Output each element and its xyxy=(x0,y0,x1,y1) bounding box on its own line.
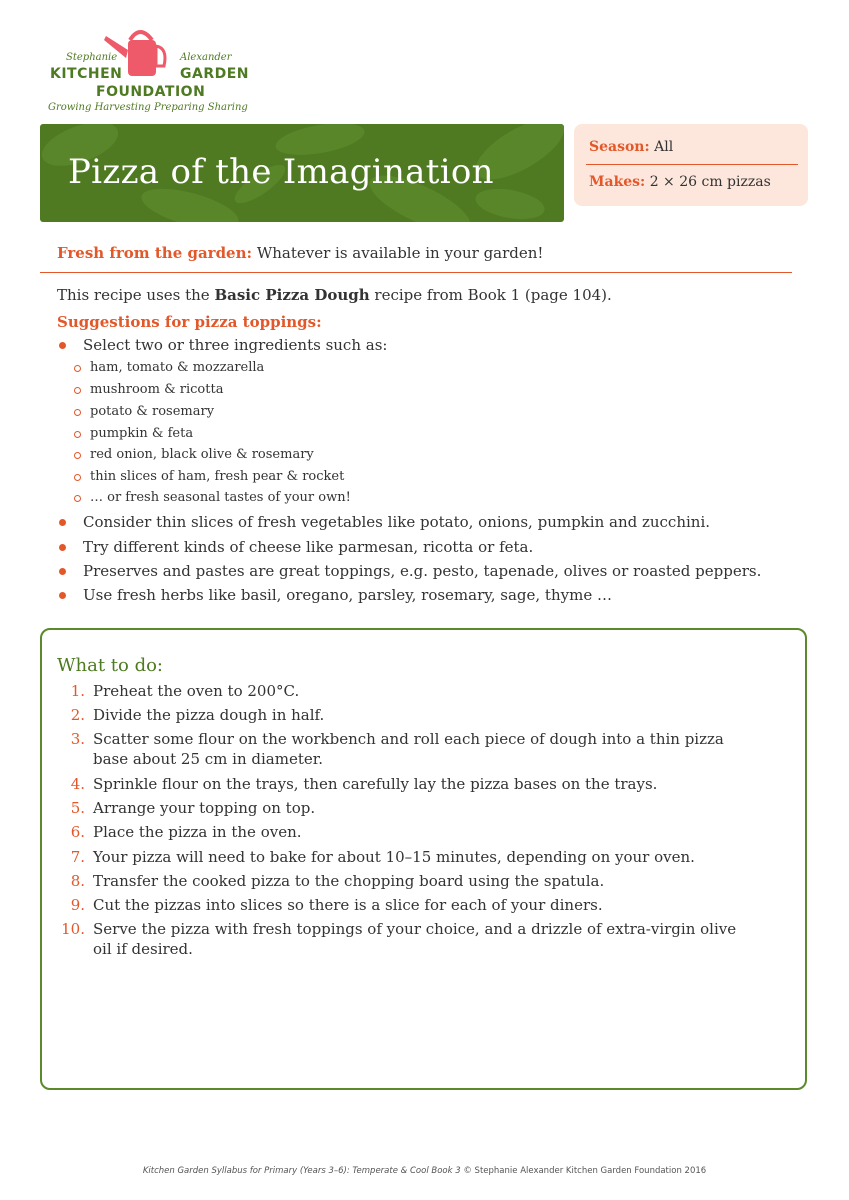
step-number: 1. xyxy=(70,682,85,700)
step-number: 7. xyxy=(70,848,85,866)
intro-post: recipe from Book 1 (page 104). xyxy=(369,286,612,304)
suggestions-heading: Suggestions for pizza toppings: xyxy=(57,313,322,331)
step-number: 6. xyxy=(70,823,85,841)
season-divider xyxy=(586,164,798,165)
page-title: Pizza of the Imagination xyxy=(68,152,494,192)
bullet-ring xyxy=(74,474,81,481)
logo-text-alexander: Alexander xyxy=(180,52,232,63)
bullet-ring xyxy=(74,495,81,502)
makes-value: 2 × 26 cm pizzas xyxy=(649,174,771,190)
logo-tagline: Growing Harvesting Preparing Sharing xyxy=(48,102,248,113)
bullet-text: Use fresh herbs like basil, oregano, parsley, rosemary, sage, thyme … xyxy=(83,586,612,604)
bullet-text: Select two or three ingredients such as: xyxy=(83,336,388,354)
step-number: 9. xyxy=(70,896,85,914)
sub-item-text: ham, tomato & mozzarella xyxy=(90,360,265,375)
sub-item-text: potato & rosemary xyxy=(90,404,215,419)
page-footer xyxy=(0,1166,849,1176)
sub-item-text: … or fresh seasonal tastes of your own! xyxy=(90,490,351,505)
step-text: Place the pizza in the oven. xyxy=(93,823,302,841)
sub-item-text: mushroom & ricotta xyxy=(90,382,224,397)
intro-text xyxy=(57,286,612,304)
footer-book-title: Kitchen Garden Syllabus for Primary (Years 3–6): Temperate & Cool Book 3 xyxy=(142,1166,461,1176)
bullet-dot xyxy=(59,592,66,599)
bullet-ring xyxy=(74,409,81,416)
fresh-from-garden xyxy=(57,244,543,262)
bullet-ring xyxy=(74,365,81,372)
section-divider xyxy=(40,272,792,273)
step-number: 3. xyxy=(70,730,85,748)
fresh-value: Whatever is available in your garden! xyxy=(256,244,544,262)
step-text: Your pizza will need to bake for about 10–15 minutes, depending on your oven. xyxy=(93,848,695,866)
step-text: Transfer the cooked pizza to the chopping board using the spatula. xyxy=(93,872,605,890)
method-heading: What to do: xyxy=(57,655,163,676)
bullet-text: Preserves and pastes are great toppings, e.g. pesto, tapenade, olives or roasted peppers. xyxy=(83,562,762,580)
intro-pre: This recipe uses the xyxy=(57,286,215,304)
foundation-logo xyxy=(48,22,258,118)
logo-text-garden: GARDEN xyxy=(180,66,250,82)
bullet-ring xyxy=(74,387,81,394)
intro-recipe-name: Basic Pizza Dough xyxy=(214,286,370,304)
sub-item-text: red onion, black olive & rosemary xyxy=(90,447,314,462)
sub-item-text: pumpkin & feta xyxy=(90,426,194,441)
step-text: Preheat the oven to 200°C. xyxy=(93,682,300,700)
bullet-dot xyxy=(59,342,66,349)
step-text: Arrange your topping on top. xyxy=(93,799,316,817)
step-text: Sprinkle flour on the trays, then carefully lay the pizza bases on the trays. xyxy=(93,775,658,793)
bullet-dot xyxy=(59,568,66,575)
step-number: 5. xyxy=(70,799,85,817)
step-text: Divide the pizza dough in half. xyxy=(93,706,325,724)
logo-text-kitchen: KITCHEN xyxy=(50,66,123,82)
step-text: Serve the pizza with fresh toppings of your choice, and a drizzle of extra-virgin olive oil if desired. xyxy=(93,920,737,958)
step-text: Cut the pizzas into slices so there is a slice for each of your diners. xyxy=(93,896,603,914)
step-text: Scatter some flour on the workbench and roll each piece of dough into a thin pizza base about 25 cm in diameter. xyxy=(93,730,724,768)
sub-item-text: thin slices of ham, fresh pear & rocket xyxy=(90,469,345,484)
makes-label: Makes: xyxy=(589,174,646,190)
bullet-text: Try different kinds of cheese like parmesan, ricotta or feta. xyxy=(83,538,534,556)
season-value: All xyxy=(654,139,674,155)
step-number: 8. xyxy=(70,872,85,890)
logo-text-stephanie: Stephanie xyxy=(66,52,118,63)
bullet-dot xyxy=(59,519,66,526)
logo-text-foundation: FOUNDATION xyxy=(96,84,206,100)
bullet-ring xyxy=(74,452,81,459)
fresh-label: Fresh from the garden: xyxy=(57,244,253,262)
step-number: 10. xyxy=(61,920,85,938)
bullet-ring xyxy=(74,431,81,438)
season-box xyxy=(574,124,808,206)
season-label: Season: xyxy=(589,139,650,155)
title-banner xyxy=(40,124,564,222)
step-number: 4. xyxy=(70,775,85,793)
bullet-text: Consider thin slices of fresh vegetables like potato, onions, pumpkin and zucchini. xyxy=(83,513,711,531)
step-number: 2. xyxy=(70,706,85,724)
bullet-dot xyxy=(59,544,66,551)
makes-row xyxy=(589,174,771,190)
footer-copyright: © Stephanie Alexander Kitchen Garden Foundation 2016 xyxy=(460,1166,707,1176)
season-row xyxy=(589,139,673,155)
